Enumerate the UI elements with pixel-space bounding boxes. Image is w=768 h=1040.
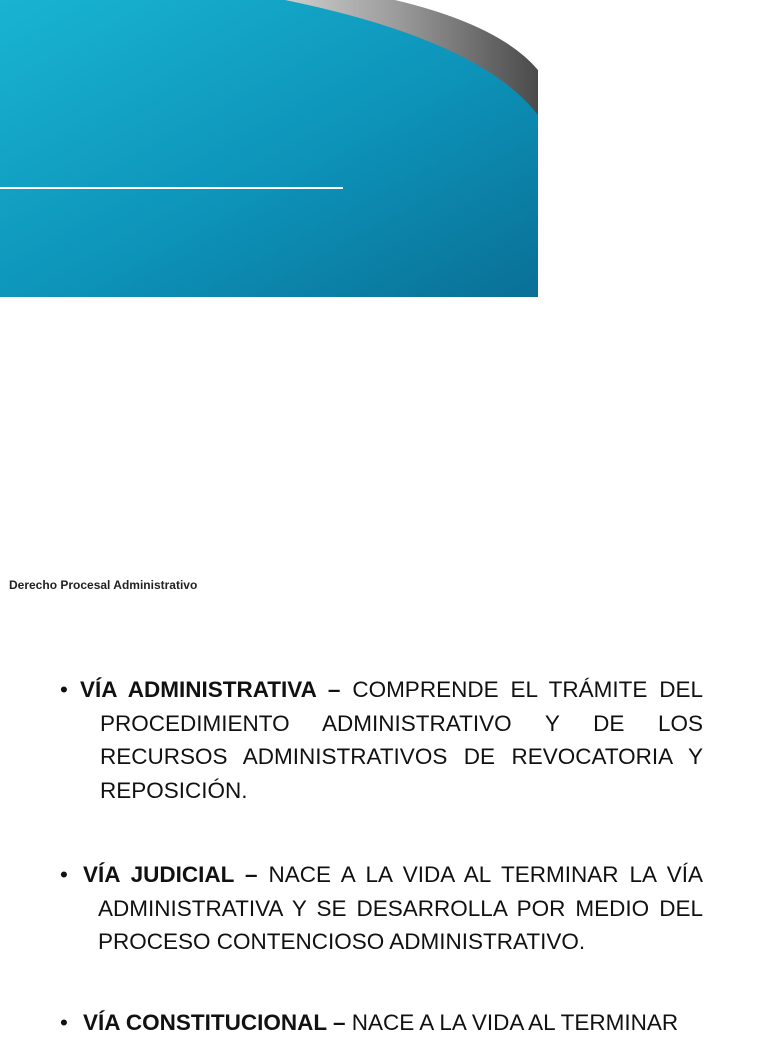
bullet-body: NACE A LA VIDA AL TERMINAR bbox=[345, 1010, 679, 1035]
bullet-item bbox=[60, 1006, 703, 1040]
bullet-body: COMPRENDE EL TRÁMITE DEL PROCEDIMIENTO ADMINISTRATIVO Y DE LOS RECURSOS ADMINISTRATIVOS DE REVOCATORIA Y REPOSICIÓN. bbox=[100, 677, 704, 803]
bullet-item bbox=[60, 673, 703, 807]
bullet-dot: • bbox=[60, 1010, 68, 1035]
footer-title: Derecho Procesal Administrativo bbox=[9, 578, 198, 592]
bullet-dot: • bbox=[60, 862, 68, 887]
bullet-body: NACE A LA VIDA AL TERMINAR LA VÍA ADMINISTRATIVA Y SE DESARROLLA POR MEDIO DEL PROCESO CONTENCIOSO ADMINISTRATIVO. bbox=[98, 862, 703, 954]
bullet-heading: VÍA JUDICIAL – bbox=[83, 862, 258, 887]
bullet-text bbox=[83, 858, 703, 959]
bullet-dot: • bbox=[60, 677, 68, 702]
bullet-text bbox=[80, 673, 704, 807]
bullet-heading: VÍA CONSTITUCIONAL – bbox=[83, 1010, 346, 1035]
bullet-heading: VÍA ADMINISTRATIVA – bbox=[80, 677, 341, 702]
bullet-text bbox=[83, 1006, 703, 1040]
bullet-item bbox=[60, 858, 703, 959]
